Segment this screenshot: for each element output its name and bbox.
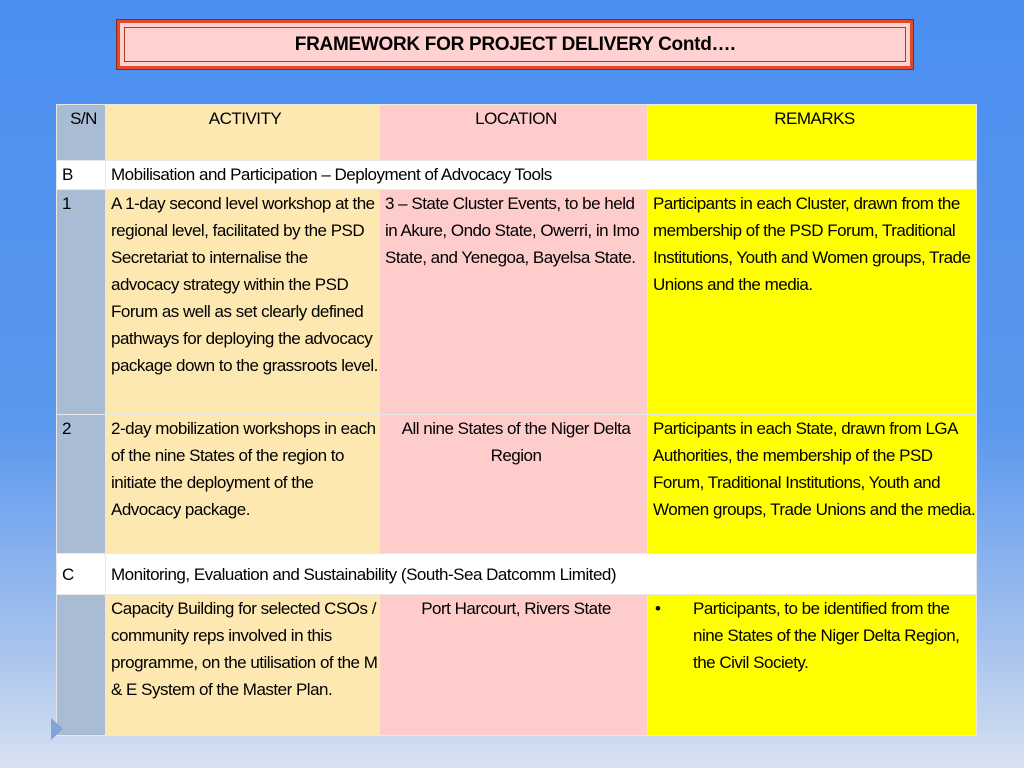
row-location: All nine States of the Niger Delta Region	[380, 415, 648, 554]
section-row-c	[57, 554, 977, 595]
table-row	[57, 595, 977, 736]
row-location: 3 – State Cluster Events, to be held in Akure, Ondo State, Owerri, in Imo State, and Yenegoa, Bayelsa State.	[380, 190, 648, 415]
section-title: Mobilisation and Participation – Deployment of Advocacy Tools	[106, 161, 977, 190]
row-activity: 2-day mobilization workshops in each of the nine States of the region to initiate the deployment of the Advocacy package.	[106, 415, 380, 554]
header-location: LOCATION	[380, 105, 648, 161]
row-remarks: Participants, to be identified from the nine States of the Niger Delta Region, the Civil Society.	[693, 599, 960, 672]
framework-table	[56, 104, 977, 736]
header-remarks: REMARKS	[648, 105, 977, 161]
row-remarks: Participants in each State, drawn from LGA Authorities, the membership of the PSD Forum, Traditional Institutions, Youth and Women groups, Trade Unions and the media.	[648, 415, 977, 554]
row-remarks: Participants in each Cluster, drawn from the membership of the PSD Forum, Traditional Institutions, Youth and Women groups, Trade Unions and the media.	[648, 190, 977, 415]
title-box	[117, 20, 913, 69]
row-location: Port Harcourt, Rivers State	[380, 595, 648, 736]
table-row	[57, 190, 977, 415]
header-sn: S/N	[57, 105, 106, 161]
section-row-b	[57, 161, 977, 190]
header-activity: ACTIVITY	[106, 105, 380, 161]
corner-arrow-icon	[51, 718, 63, 740]
row-sn	[57, 595, 106, 736]
bullet-item	[653, 595, 976, 676]
section-id: C	[57, 554, 106, 595]
row-activity: Capacity Building for selected CSOs / community reps involved in this programme, on the utilisation of the M & E System of the Master Plan.	[106, 595, 380, 736]
header-row	[57, 105, 977, 161]
row-remarks-cell	[648, 595, 977, 736]
slide-title: FRAMEWORK FOR PROJECT DELIVERY Contd….	[124, 27, 906, 62]
row-activity: A 1-day second level workshop at the regional level, facilitated by the PSD Secretariat to internalise the advocacy strategy within the PSD Forum as well as set clearly defined pathways for deploying the advocacy package down to the grassroots level.	[106, 190, 380, 415]
row-sn: 1	[57, 190, 106, 415]
table-row	[57, 415, 977, 554]
bullet-icon: •	[655, 599, 661, 618]
section-id: B	[57, 161, 106, 190]
row-sn: 2	[57, 415, 106, 554]
section-title: Monitoring, Evaluation and Sustainability (South-Sea Datcomm Limited)	[106, 554, 977, 595]
